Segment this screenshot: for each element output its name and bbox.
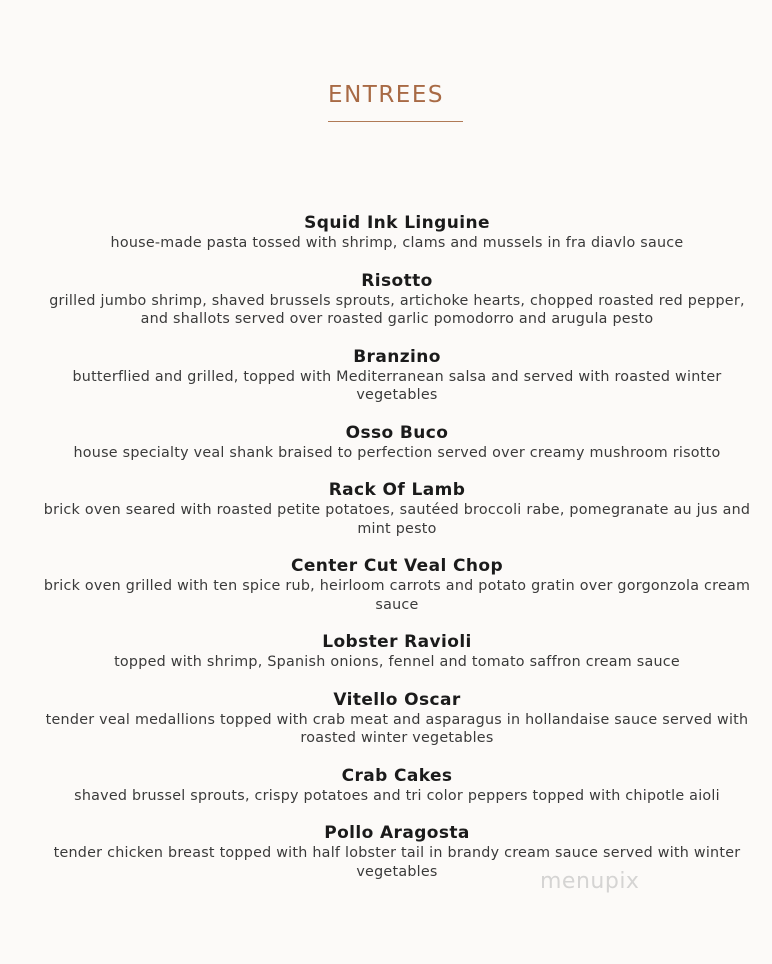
item-description: tender chicken breast topped with half lobster tail in brandy cream sauce served with winter vegetables	[53, 845, 741, 880]
menu-item	[40, 555, 754, 614]
item-description: butterflied and grilled, topped with Mediterranean salsa and served with roasted winter vegetables	[72, 368, 722, 403]
item-name: Vitello Oscar	[333, 689, 461, 710]
menu-item	[40, 212, 754, 253]
menu-item	[40, 422, 754, 463]
item-name: Center Cut Veal Chop	[290, 556, 504, 576]
item-description: brick oven grilled with ten spice rub, heirloom carrots and potato gratin over gorgonzola cream sauce	[43, 578, 751, 613]
item-name: Lobster Ravioli	[322, 632, 472, 652]
menu-item	[40, 631, 754, 672]
menu-item	[40, 270, 754, 329]
menu-item	[40, 689, 754, 748]
item-name: Pollo Aragosta	[324, 823, 470, 843]
menu-item	[40, 479, 754, 538]
item-name: Branzino	[353, 346, 441, 367]
item-description: topped with shrimp, Spanish onions, fennel and tomato saffron cream sauce	[114, 654, 680, 670]
item-name: Rack Of Lamb	[328, 480, 466, 500]
entree-list	[40, 212, 754, 898]
item-description: brick oven seared with roasted petite potatoes, sautéed broccoli rabe, pomegranate au jus and mint pesto	[43, 502, 751, 537]
watermark-logo: menupix	[540, 869, 640, 894]
item-description: grilled jumbo shrimp, shaved brussels sprouts, artichoke hearts, chopped roasted red pepper, and shallots served over roasted garlic pomodorro and arugula pesto	[49, 292, 745, 327]
item-description: house-made pasta tossed with shrimp, clams and mussels in fra diavlo sauce	[110, 235, 684, 251]
section-title: ENTREES	[328, 82, 444, 108]
item-name: Risotto	[361, 270, 433, 291]
item-name: Osso Buco	[345, 422, 449, 443]
item-description: tender veal medallions topped with crab meat and asparagus in hollandaise sauce served with roasted winter vegetables	[45, 711, 749, 746]
item-name: Crab Cakes	[341, 765, 453, 786]
menu-item	[40, 765, 754, 806]
item-description: house specialty veal shank braised to perfection served over creamy mushroom risotto	[73, 444, 721, 461]
item-name: Squid Ink Linguine	[304, 213, 490, 233]
menu-item	[40, 346, 754, 405]
item-description: shaved brussel sprouts, crispy potatoes and tri color peppers topped with chipotle aioli	[74, 787, 720, 804]
title-underline	[328, 121, 463, 122]
menu-item	[40, 822, 754, 881]
